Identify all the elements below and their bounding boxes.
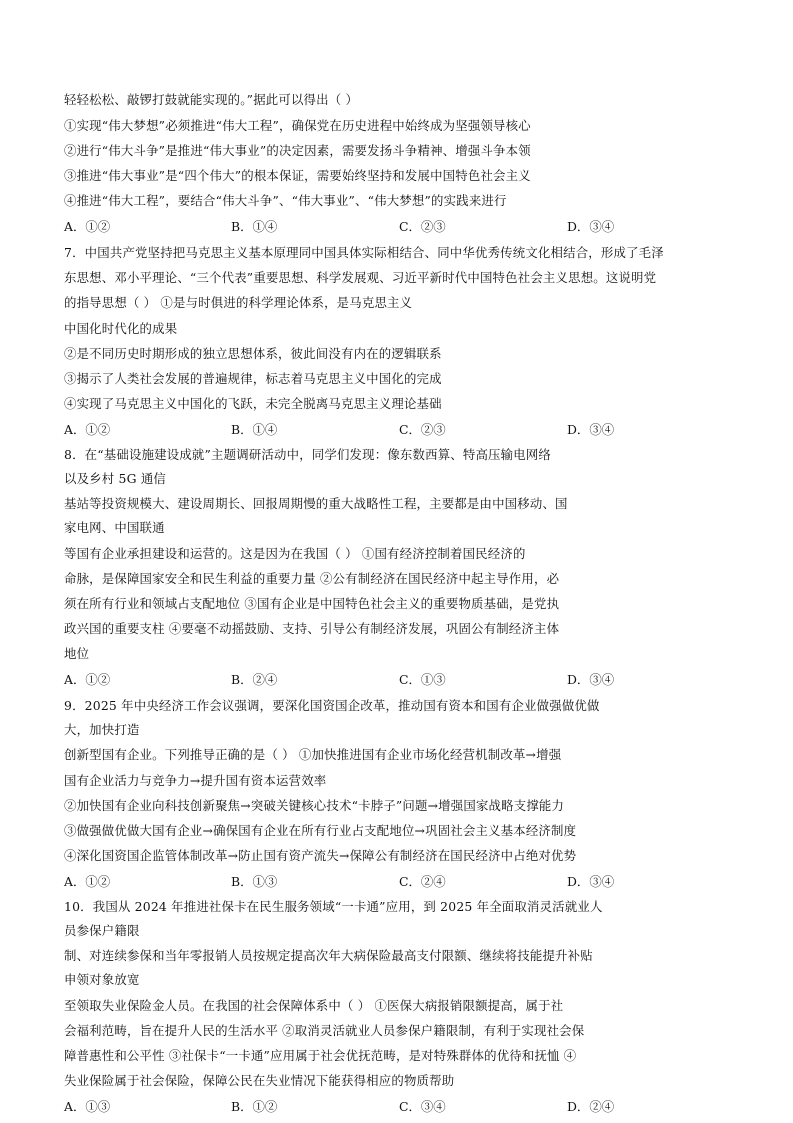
q10-line-1: 10．我国从 2024 年推进社保卡在民生服务领域“一卡通”应用，到 2025 年全面取消灵活就业人 (64, 899, 603, 914)
option-b: B．②④ (231, 672, 278, 687)
q9-line-2: 大，加快打造 (64, 722, 140, 737)
q8-line-3: 基站等投资规模大、建设周期长、回报周期慢的重大战略性工程，主要都是由中国移动、国 (64, 496, 568, 511)
option-d: D．②④ (567, 1099, 615, 1114)
q8-line-4: 家电网、中国联通 (64, 520, 165, 535)
q8-line-5: 等国有企业承担建设和运营的。这是因为在我国（ ） ①国有经济控制着国民经济的 (64, 546, 526, 561)
option-a: A．①③ (64, 1099, 111, 1114)
option-a: A．①② (64, 874, 111, 889)
q6-item-1: ①实现“伟大梦想”必须推进“伟大工程”，确保党在历史进程中始终成为坚强领导核心 (64, 118, 531, 133)
q7-options (64, 422, 724, 438)
q8-line-6: 命脉，是保障国家安全和民生利益的重要力量 ②公有制经济在国民经济中起主导作用，必 (64, 571, 560, 586)
q9-line-6: ③做强做优做大国有企业→确保国有企业在所有行业占支配地位→巩固社会主义基本经济制度 (64, 823, 577, 838)
option-d: D．③④ (567, 874, 615, 889)
q6-item-2: ②进行“伟大斗争”是推进“伟大事业”的决定因素，需要发扬斗争精神、增强斗争本领 (64, 143, 531, 158)
option-a: A．①② (64, 422, 111, 437)
q7-line-1: 7．中国共产党坚持把马克思主义基本原理同中国具体实际相结合、同中华优秀传统文化相结合，形成了毛泽 (64, 245, 664, 260)
q7-line-5: ②是不同历史时期形成的独立思想体系，彼此间没有内在的逻辑联系 (64, 346, 442, 361)
q8-line-1: 8．在“基础设施建设成就”主题调研活动中，同学们发现：像东数西算、特高压输电网络 (64, 447, 552, 462)
option-c: C．③④ (399, 1099, 446, 1114)
q7-line-3: 的指导思想（ ） ①是与时俱进的科学理论体系，是马克思主义 (64, 295, 413, 310)
q9-line-1: 9．2025 年中央经济工作会议强调，要深化国资国企改革，推动国有资本和国有企业做强做优做 (64, 698, 600, 713)
q8-line-2: 以及乡村 5G 通信 (64, 471, 167, 486)
q6-item-3: ③推进“伟大事业”是“四个伟大”的根本保证，需要始终坚持和发展中国特色社会主义 (64, 168, 531, 183)
q10-line-5: 至领取失业保险金人员。在我国的社会保障体系中（ ） ①医保大病报销限额提高，属于社 (64, 998, 564, 1013)
option-b: B．①② (231, 1099, 278, 1114)
q9-line-7: ④深化国资国企监管体制改革→防止国有资产流失→保障公有制经济在国民经济中占绝对优势 (64, 848, 577, 863)
q9-line-3: 创新型国有企业。下列推导正确的是（ ） ①加快推进国有企业市场化经营机制改革→增强 (64, 747, 562, 762)
q9-line-4: 国有企业活力与竞争力→提升国有资本运营效率 (64, 773, 327, 788)
option-c: C．①③ (399, 672, 446, 687)
option-d: D．③④ (567, 422, 615, 437)
q10-line-8: 失业保险属于社会保险，保障公民在失业情况下能获得相应的物质帮助 (64, 1073, 455, 1088)
q10-options (64, 1099, 724, 1115)
option-c: C．②③ (399, 422, 446, 437)
q9-line-5: ②加快国有企业向科技创新聚焦→突破关键核心技术“卡脖子”问题→增强国家战略支撑能力 (64, 798, 565, 813)
option-b: B．①③ (231, 874, 278, 889)
option-c: C．②④ (399, 874, 446, 889)
q10-line-3: 制、对连续参保和当年零报销人员按规定提高次年大病保险最高支付限额、继续将技能提升补贴 (64, 948, 593, 963)
q10-line-4: 申领对象放宽 (64, 972, 140, 987)
q7-line-6: ③揭示了人类社会发展的普遍规律，标志着马克思主义中国化的完成 (64, 371, 442, 386)
q10-line-2: 员参保户籍限 (64, 923, 140, 938)
q7-line-4: 中国化时代化的成果 (64, 321, 178, 336)
q7-line-7: ④实现了马克思主义中国化的飞跃，未完全脱离马克思主义理论基础 (64, 396, 442, 411)
option-a: A．①② (64, 219, 111, 234)
q10-line-6: 会福利范畴，旨在提升人民的生活水平 ②取消灵活就业人员参保户籍限制，有利于实现社会保 (64, 1023, 585, 1038)
option-c: C．②③ (399, 219, 446, 234)
q10-line-7: 障普惠性和公平性 ③社保卡“一卡通”应用属于社会优抚范畴，是对特殊群体的优待和抚恤 ④ (64, 1048, 577, 1063)
q6-stem-tail: 轻轻松松、敲锣打鼓就能实现的。”据此可以得出（ ） (64, 92, 359, 107)
option-d: D．③④ (567, 672, 615, 687)
q8-line-9: 地位 (64, 646, 90, 661)
q6-item-4: ④推进“伟大工程”，要结合“伟大斗争”、“伟大事业”、“伟大梦想”的实践来进行 (64, 193, 507, 208)
option-a: A．①② (64, 672, 111, 687)
q6-options (64, 219, 724, 235)
q8-line-7: 须在所有行业和领域占支配地位 ③国有企业是中国特色社会主义的重要物质基础，是党执 (64, 596, 560, 611)
q8-line-8: 政兴国的重要支柱 ④要毫不动摇鼓励、支持、引导公有制经济发展，巩固公有制经济主体 (64, 621, 560, 636)
q8-options (64, 672, 724, 688)
q9-options (64, 874, 724, 890)
q7-line-2: 东思想、邓小平理论、“三个代表”重要思想、科学发展观、习近平新时代中国特色社会主义思想。这说明党 (64, 270, 657, 285)
option-b: B．①④ (231, 219, 278, 234)
option-b: B．①④ (231, 422, 278, 437)
option-d: D．③④ (567, 219, 615, 234)
